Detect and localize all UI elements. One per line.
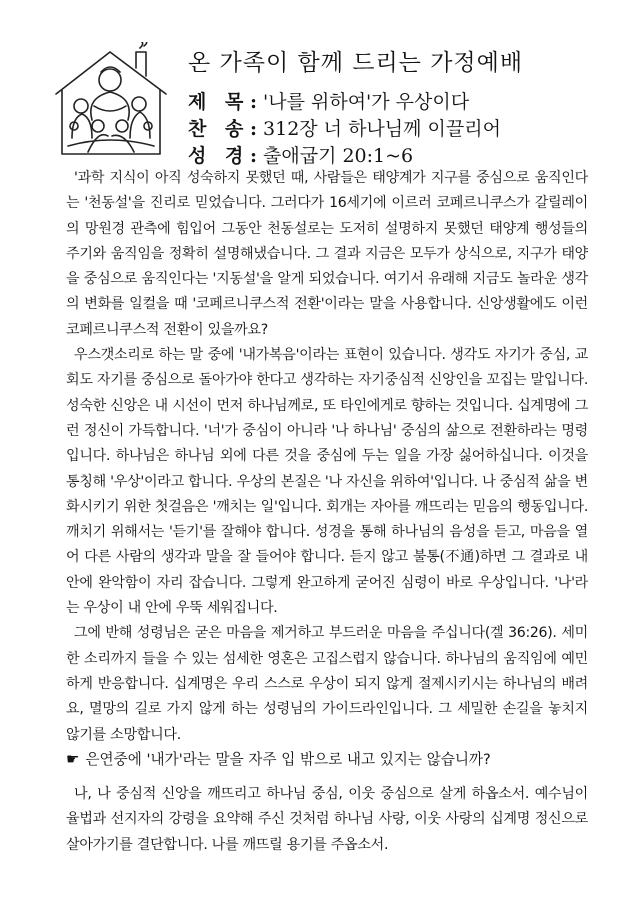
hymn-value: 312장 너 하나님께 이끌리어: [263, 118, 501, 140]
subject-separator: :: [250, 91, 258, 113]
question-text: 은연중에 '내가'라는 말을 자주 입 밖으로 내고 있지는 않습니까?: [85, 751, 491, 768]
paragraph-3: 그에 반해 성령님은 굳은 마음을 제거하고 부드러운 마음을 주십니다(겔 36:26). 세미한 소리까지 들을 수 있는 섬세한 영혼은 고집스럽지 않습니다. 하나님의 움직임에 예민하게 반응합니다. 십계명은 우리 스스로 우상이 되지 않게 절제시키시는 하나님의 배려요, 멸망의 길로 가지 않게 하는 성령님의 가이드라인입니다. 그 세밀한 손길을 놓치지 않기를 소망합니다.: [66, 625, 588, 743]
hymn-line: [188, 114, 501, 141]
prayer-block: [66, 782, 588, 858]
page-title: 온 가족이 함께 드리는 가정예배: [188, 50, 524, 76]
paragraph-1: '과학 지식이 아직 성숙하지 못했던 때, 사람들은 태양계가 지구를 중심으로 움직인다는 '천동설'을 진리로 믿었습니다. 그러다가 16세기에 이르러 코페르니쿠스가 갈릴레이의 망원경 관측에 힘입어 그동안 천동설로는 도저히 설명하지 못했던 태양계 행성들의 주기와 움직임을 정확히 설명해냈습니다. 그 결과 지금은 모두가 상식으로, 지구가 태양을 중심으로 움직인다는 '지동설'을 알게 되었습니다. 여기서 유래해 지금도 놀라운 생각의 변화를 일컬을 때 '코페르니쿠스적 전환'이라는 말을 사용합니다. 신앙생활에도 이런 코페르니쿠스적 전환이 있을까요?: [66, 170, 588, 338]
subject-line: [188, 87, 469, 114]
sermon-body: [66, 166, 588, 748]
scripture-value: 출애굽기 20:1~6: [263, 145, 414, 167]
scripture-line: [188, 141, 413, 168]
scripture-separator: :: [250, 145, 258, 167]
hymn-separator: :: [250, 118, 258, 140]
subject-value: '나를 위하여'가 우상이다: [263, 91, 470, 113]
paragraph-2: 우스갯소리로 하는 말 중에 '내가복음'이라는 표현이 있습니다. 생각도 자기가 중심, 교회도 자기를 중심으로 돌아가야 한다고 생각하는 자기중심적 신앙인을 꼬집는 말입니다. 성숙한 신앙은 내 시선이 먼저 하나님께로, 또 타인에게로 향하는 것입니다. 십계명에 그런 정신이 가득합니다. '너'가 중심이 아니라 '나 하나님' 중심의 삶으로 전환하라는 명령입니다. 하나님은 하나님 외에 다른 것을 중심에 두는 일을 가장 싫어하십니다. 이것을 통칭해 '우상'이라고 합니다. 우상의 본질은 '나 자신을 위하여'입니다. 나 중심적 삶을 변화시키기 위한 첫걸음은 '깨치는 일'입니다. 회개는 자아를 깨뜨리는 믿음의 행동입니다. 깨치기 위해서는 '듣기'를 잘해야 합니다. 성경을 통해 하나님의 음성을 듣고, 마음을 열어 다른 사람의 생각과 말을 잘 들어야 합니다. 듣지 않고 불통(不通)하면 그 결과로 내 안에 완악함이 자리 잡습니다. 그렇게 완고하게 굳어진 심령이 바로 우상입니다. '나'라는 우상이 내 안에 우뚝 세워집니다.: [66, 347, 588, 617]
family-house-illustration: [48, 42, 174, 164]
hymn-label: 찬 송: [188, 118, 250, 140]
scripture-label: 성 경: [188, 145, 250, 167]
reflection-question: [66, 748, 491, 769]
prayer-text: 나, 나 중심적 신앙을 깨뜨리고 하나님 중심, 이웃 중심으로 살게 하옵소서. 예수님이 율법과 선지자의 강령을 요약해 주신 것처럼 하나님 사랑, 이웃 사랑의 십계명 정신으로 살아가기를 결단합니다. 나를 깨뜨릴 용기를 주옵소서.: [66, 786, 588, 853]
pointing-hand-icon: ☛: [66, 750, 80, 768]
subject-label: 제 목: [188, 91, 250, 113]
